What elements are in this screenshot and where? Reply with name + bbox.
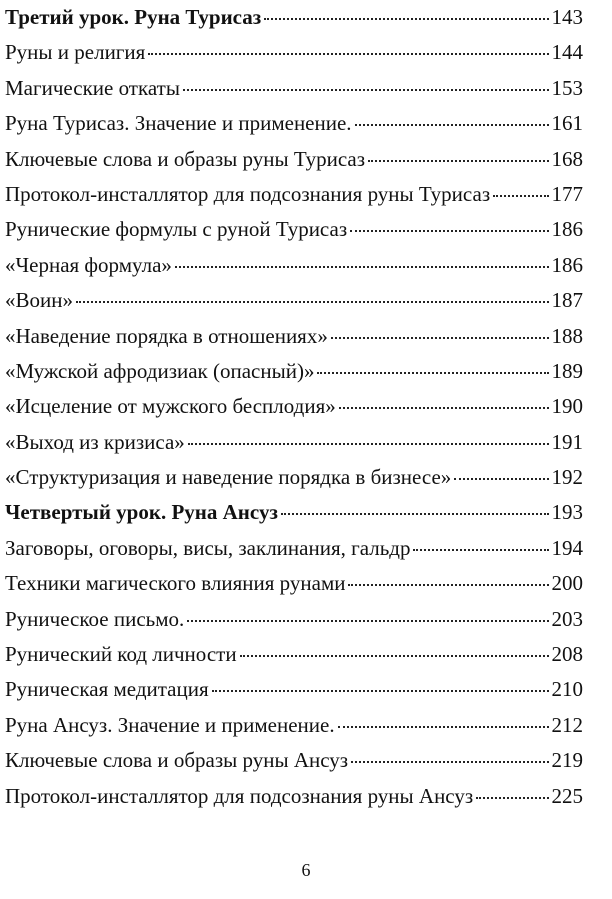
toc-leader-dots (368, 160, 548, 162)
toc-entry (5, 708, 583, 743)
toc-leader-dots (493, 195, 548, 197)
toc-entry (5, 283, 583, 318)
toc-leader-dots (413, 549, 548, 551)
toc-entry (5, 248, 583, 283)
toc-leader-dots (187, 620, 548, 622)
toc-entry (5, 142, 583, 177)
toc-entry (5, 106, 583, 141)
toc-entry (5, 460, 583, 495)
toc-entry-title: «Мужской афродизиак (опасный)» (5, 358, 315, 383)
toc-entry-title: Протокол-инсталлятор для подсознания руны Ансуз (5, 783, 474, 808)
toc-leader-dots (348, 584, 548, 586)
toc-entry (5, 672, 583, 707)
toc-leader-dots (355, 124, 549, 126)
toc-leader-dots (183, 89, 549, 91)
toc-leader-dots (240, 655, 549, 657)
toc-entry-page: 143 (551, 5, 583, 29)
toc-leader-dots (148, 53, 548, 55)
toc-entry-page: 188 (551, 323, 583, 348)
toc-entry-title: Руны и религия (5, 40, 146, 65)
toc-entry-page: 208 (551, 642, 583, 667)
toc-entry-title: Руническая медитация (5, 677, 209, 702)
toc-entry (5, 354, 583, 389)
toc-entry-title: Ключевые слова и образы руны Турисаз (5, 146, 366, 171)
toc-entry-page: 191 (551, 429, 583, 454)
toc-entry-title: Рунические формулы с руной Турисаз (5, 217, 348, 242)
toc-entry-page: 177 (551, 181, 583, 206)
toc-entry-page: 186 (551, 252, 583, 277)
toc-entry-title: Техники магического влияния рунами (5, 571, 346, 596)
toc-entry-title: «Воин» (5, 288, 73, 313)
toc-entry-title: «Наведение порядка в отношениях» (5, 323, 328, 348)
toc-leader-dots (76, 301, 549, 303)
toc-entry-title: Заговоры, оговоры, висы, заклинания, гальдр (5, 535, 411, 560)
toc-leader-dots (454, 478, 548, 480)
toc-entry-title: Четвертый урок. Руна Ансуз (5, 500, 278, 525)
toc-entry-page: 200 (551, 571, 583, 596)
toc-entry (5, 602, 583, 637)
toc-entry-page: 168 (551, 146, 583, 171)
table-of-contents (5, 0, 583, 814)
toc-entry (5, 637, 583, 672)
toc-entry (5, 566, 583, 601)
toc-leader-dots (175, 266, 549, 268)
toc-entry-title: «Исцеление от мужского бесплодия» (5, 394, 336, 419)
toc-entry (5, 779, 583, 814)
toc-leader-dots (331, 337, 549, 339)
toc-entry-page: 203 (551, 606, 583, 631)
toc-entry (5, 319, 583, 354)
toc-entry-page: 190 (551, 394, 583, 419)
toc-entry-page: 189 (551, 358, 583, 383)
toc-entry-title: Руническое письмо. (5, 606, 185, 631)
toc-leader-dots (212, 690, 549, 692)
toc-entry-title: Протокол-инсталлятор для подсознания руны Турисаз (5, 181, 491, 206)
toc-entry (5, 495, 583, 530)
toc-entry-page: 187 (551, 288, 583, 313)
toc-entry-page: 144 (551, 40, 583, 65)
toc-leader-dots (338, 726, 549, 728)
toc-entry-title: Руна Турисаз. Значение и применение. (5, 111, 352, 136)
toc-entry (5, 71, 583, 106)
toc-entry-title: Руна Ансуз. Значение и применение. (5, 712, 335, 737)
toc-entry-title: Ключевые слова и образы руны Ансуз (5, 748, 349, 773)
toc-entry-page: 192 (551, 465, 583, 490)
toc-entry-page: 153 (551, 75, 583, 100)
toc-leader-dots (281, 513, 549, 515)
toc-entry-title: «Структуризация и наведение порядка в бизнесе» (5, 465, 452, 490)
toc-entry-page: 161 (551, 111, 583, 136)
toc-entry (5, 743, 583, 778)
toc-entry (5, 0, 583, 35)
toc-entry-page: 194 (551, 535, 583, 560)
toc-entry (5, 177, 583, 212)
toc-entry-page: 210 (551, 677, 583, 702)
toc-leader-dots (317, 372, 548, 374)
toc-entry-page: 212 (551, 712, 583, 737)
toc-entry (5, 425, 583, 460)
page-number: 6 (301, 860, 311, 880)
toc-entry-title: Третий урок. Руна Турисаз (5, 5, 262, 29)
toc-entry-title: «Черная формула» (5, 252, 172, 277)
toc-leader-dots (188, 443, 549, 445)
toc-entry-title: «Выход из кризиса» (5, 429, 185, 454)
toc-entry (5, 35, 583, 70)
toc-entry-page: 186 (551, 217, 583, 242)
toc-leader-dots (350, 230, 548, 232)
toc-entry (5, 531, 583, 566)
toc-entry-page: 193 (551, 500, 583, 525)
toc-entry-page: 225 (551, 783, 583, 808)
toc-leader-dots (476, 797, 548, 799)
toc-entry (5, 212, 583, 247)
toc-entry-title: Рунический код личности (5, 642, 237, 667)
toc-entry (5, 389, 583, 424)
toc-entry-page: 219 (551, 748, 583, 773)
toc-leader-dots (351, 761, 548, 763)
toc-entry-title: Магические откаты (5, 75, 180, 100)
toc-leader-dots (264, 18, 548, 20)
toc-leader-dots (339, 407, 549, 409)
